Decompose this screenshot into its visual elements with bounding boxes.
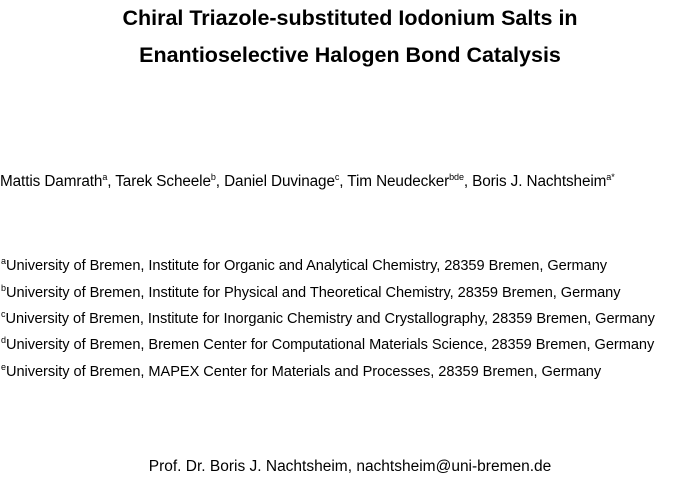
affiliation: $^b$University of Bremen, Institute for Physical and Theoretical Chemistry, 28359 Bremen, Germany bbox=[1, 283, 621, 301]
affiliation: $^a$University of Bremen, Institute for Organic and Analytical Chemistry, 28359 Bremen, Germany bbox=[1, 256, 608, 274]
author-list bbox=[0, 173, 700, 191]
affiliation: $^e$University of Bremen, MAPEX Center for Materials and Processes, 28359 Bremen, Germany bbox=[1, 362, 602, 380]
affiliation: $^d$University of Bremen, Bremen Center for Computational Materials Science, 28359 Bremen, Germany bbox=[1, 335, 655, 353]
paper-title-line-2: Enantioselective Halogen Bond Catalysis bbox=[139, 43, 561, 67]
author: Mattis Damrath$^a$, bbox=[0, 172, 116, 190]
author: Tarek Scheele$^b$, bbox=[115, 172, 225, 190]
corresponding-author-contact: Prof. Dr. Boris J. Nachtsheim, nachtsheim@uni-bremen.de bbox=[148, 458, 552, 475]
author: Boris J. Nachtsheim$^{a*}$ bbox=[472, 172, 615, 190]
author: Tim Neudecker$^{bde}$, bbox=[347, 172, 473, 190]
paper-title-line-1: Chiral Triazole-substituted Iodonium Salts in bbox=[122, 6, 578, 30]
author: Daniel Duvinage$^c$, bbox=[224, 172, 348, 190]
affiliation: $^c$University of Bremen, Institute for Inorganic Chemistry and Crystallography, 28359 Bremen, Germany bbox=[1, 309, 655, 327]
